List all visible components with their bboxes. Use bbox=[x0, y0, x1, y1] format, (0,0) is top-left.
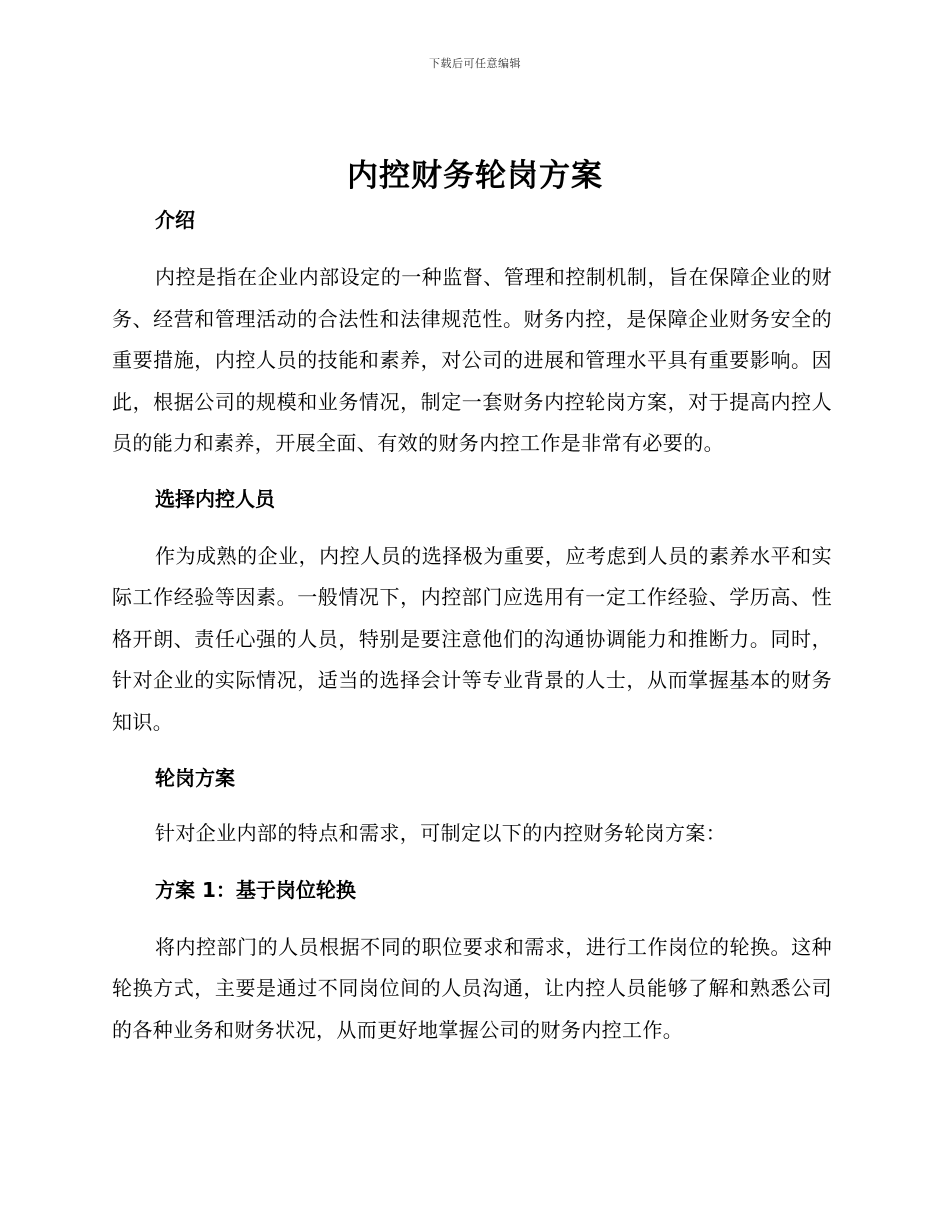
section-heading-select-staff: 选择内控人员 bbox=[155, 486, 275, 511]
section-paragraph-introduction: 内控是指在企业内部设定的一种监督、管理和控制机制，旨在保障企业的财务、经营和管理活动的合法性和法律规范性。财务内控，是保障企业财务安全的重要措施，内控人员的技能和素养，对公司的进展和管理水平具有重要影响。因此，根据公司的规模和业务情况，制定一套财务内控轮岗方案，对于提高内控人员的能力和素养，开展全面、有效的财务内控工作是非常有必要的。 bbox=[112, 265, 832, 455]
section-paragraph-plan-1: 将内控部门的人员根据不同的职位要求和需求，进行工作岗位的轮换。这种轮换方式，主要是通过不同岗位间的人员沟通，让内控人员能够了解和熟悉公司的各种业务和财务状况，从而更好地掌握公司的财务内控工作。 bbox=[112, 934, 832, 1042]
section-paragraph-select-staff: 作为成熟的企业，内控人员的选择极为重要，应考虑到人员的素养水平和实际工作经验等因素。一般情况下，内控部门应选用有一定工作经验、学历高、性格开朗、责任心强的人员，特别是要注意他们的沟通协调能力和推断力。同时，针对企业的实际情况，适当的选择会计等专业背景的人士，从而掌握基本的财务知识。 bbox=[112, 543, 832, 734]
document-body bbox=[112, 203, 832, 1051]
document-title: 内控财务轮岗方案 bbox=[347, 158, 603, 194]
section-heading-introduction: 介绍 bbox=[155, 208, 195, 232]
section-heading-plan-1: 方案 1：基于岗位轮换 bbox=[155, 877, 356, 902]
section-heading-rotation-plan: 轮岗方案 bbox=[155, 766, 235, 790]
page-header-note: 下载后可任意编辑 bbox=[429, 57, 521, 70]
section-paragraph-rotation-plan: 针对企业内部的特点和需求，可制定以下的内控财务轮岗方案： bbox=[155, 821, 727, 845]
